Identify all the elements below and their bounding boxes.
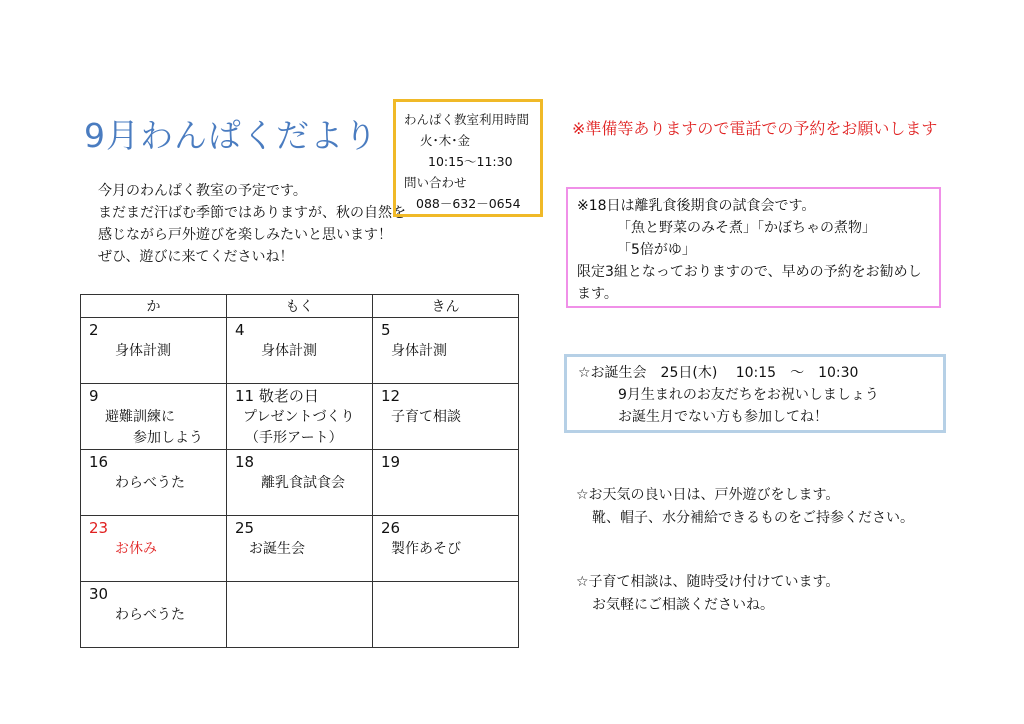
contact-phone: 088－632－0654 [416, 196, 521, 211]
header-friday: きん [373, 295, 519, 318]
cell-event: お休み [115, 541, 157, 557]
hours-days: 火･木･金 [420, 133, 471, 148]
cell-day: 2 [89, 321, 99, 339]
info-line: お気軽にご相談くださいね。 [592, 597, 774, 613]
calendar-cell [81, 582, 227, 648]
hours-time: 10:15～11:30 [428, 154, 513, 169]
birthday-line: ☆お誕生会 25日(木) 10:15 ～ 10:30 [578, 365, 859, 381]
tasting-line: ます。 [577, 286, 618, 302]
cell-event: 参加しよう [133, 430, 203, 446]
calendar-cell [373, 384, 519, 450]
cell-day: 4 [235, 321, 245, 339]
calendar-cell-empty [227, 582, 373, 648]
cell-event: 身体計測 [391, 343, 447, 359]
cell-event: 子育て相談 [391, 409, 461, 425]
intro-line: 感じながら戸外遊びを楽しみたいと思います！ [98, 227, 392, 243]
calendar-cell-holiday [81, 516, 227, 582]
calendar-cell [373, 318, 519, 384]
hours-box [393, 99, 543, 217]
reservation-notice: ※準備等ありますので電話での予約をお願いします [572, 119, 938, 138]
calendar-week-row [81, 516, 519, 582]
calendar-week-row [81, 582, 519, 648]
calendar-week-row [81, 384, 519, 450]
calendar-cell [227, 384, 373, 450]
cell-day: 30 [89, 585, 109, 603]
cell-event: 製作あそび [391, 541, 461, 557]
calendar-week-row [81, 450, 519, 516]
page-title: 9月わんぱくだより [84, 116, 378, 155]
info-line: 靴、帽子、水分補給できるものをご持参ください。 [592, 510, 914, 526]
cell-event: 身体計測 [261, 343, 317, 359]
consultation-notice [576, 571, 839, 617]
intro-line: 今月のわんぱく教室の予定です。 [98, 183, 307, 199]
cell-event: プレゼントづくり [243, 409, 355, 425]
cell-event: お誕生会 [249, 541, 305, 557]
cell-day: 26 [381, 519, 401, 537]
schedule-calendar [80, 294, 519, 648]
cell-day: 5 [381, 321, 391, 339]
cell-day: 9 [89, 387, 99, 405]
cell-event: わらべうた [115, 607, 185, 623]
calendar-week-row [81, 318, 519, 384]
calendar-cell-empty [373, 582, 519, 648]
cell-event: 身体計測 [115, 343, 171, 359]
tasting-menu-line: 「魚と野菜のみそ煮」「かぼちゃの煮物」 [617, 220, 876, 236]
calendar-cell [227, 450, 373, 516]
info-line: ☆お天気の良い日は、戸外遊びをします。 [576, 487, 840, 503]
info-line: ☆子育て相談は、随時受け付けています。 [576, 574, 840, 590]
calendar-cell [227, 318, 373, 384]
cell-event: （手形アート） [245, 430, 343, 446]
birthday-notice-box [564, 354, 946, 433]
calendar-cell [373, 516, 519, 582]
cell-event: 離乳食試食会 [261, 475, 345, 491]
calendar-header-row [81, 295, 519, 318]
tasting-line: 限定3組となっておりますので、早めの予約をお勧めし [577, 264, 922, 280]
birthday-line: 9月生まれのお友だちをお祝いしましょう [618, 387, 879, 403]
calendar-cell [81, 318, 227, 384]
intro-text [98, 180, 406, 268]
tasting-line: ※18日は離乳食後期食の試食会です。 [577, 198, 816, 214]
calendar-cell [227, 516, 373, 582]
cell-day: 19 [381, 453, 401, 471]
birthday-line: お誕生月でない方も参加してね！ [618, 409, 828, 425]
calendar-cell [81, 450, 227, 516]
header-thursday: もく [227, 295, 373, 318]
header-tuesday: か [81, 295, 227, 318]
cell-day: 18 [235, 453, 255, 471]
cell-day: 11 敬老の日 [235, 387, 319, 405]
cell-day: 25 [235, 519, 255, 537]
cell-event: わらべうた [115, 475, 185, 491]
tasting-notice-box [566, 187, 941, 308]
outdoor-play-notice [576, 484, 914, 530]
intro-line: ぜひ、遊びに来てくださいね！ [98, 249, 294, 265]
cell-day: 23 [89, 519, 109, 537]
hours-label: わんぱく教室利用時間 [404, 112, 530, 127]
intro-line: まだまだ汗ばむ季節ではありますが、秋の自然を [98, 205, 406, 221]
cell-day: 16 [89, 453, 109, 471]
calendar-cell [373, 450, 519, 516]
contact-label: 問い合わせ [404, 175, 467, 190]
cell-event: 避難訓練に [105, 409, 175, 425]
cell-day: 12 [381, 387, 401, 405]
tasting-menu-line: 「5倍がゆ」 [617, 242, 696, 258]
calendar-cell [81, 384, 227, 450]
